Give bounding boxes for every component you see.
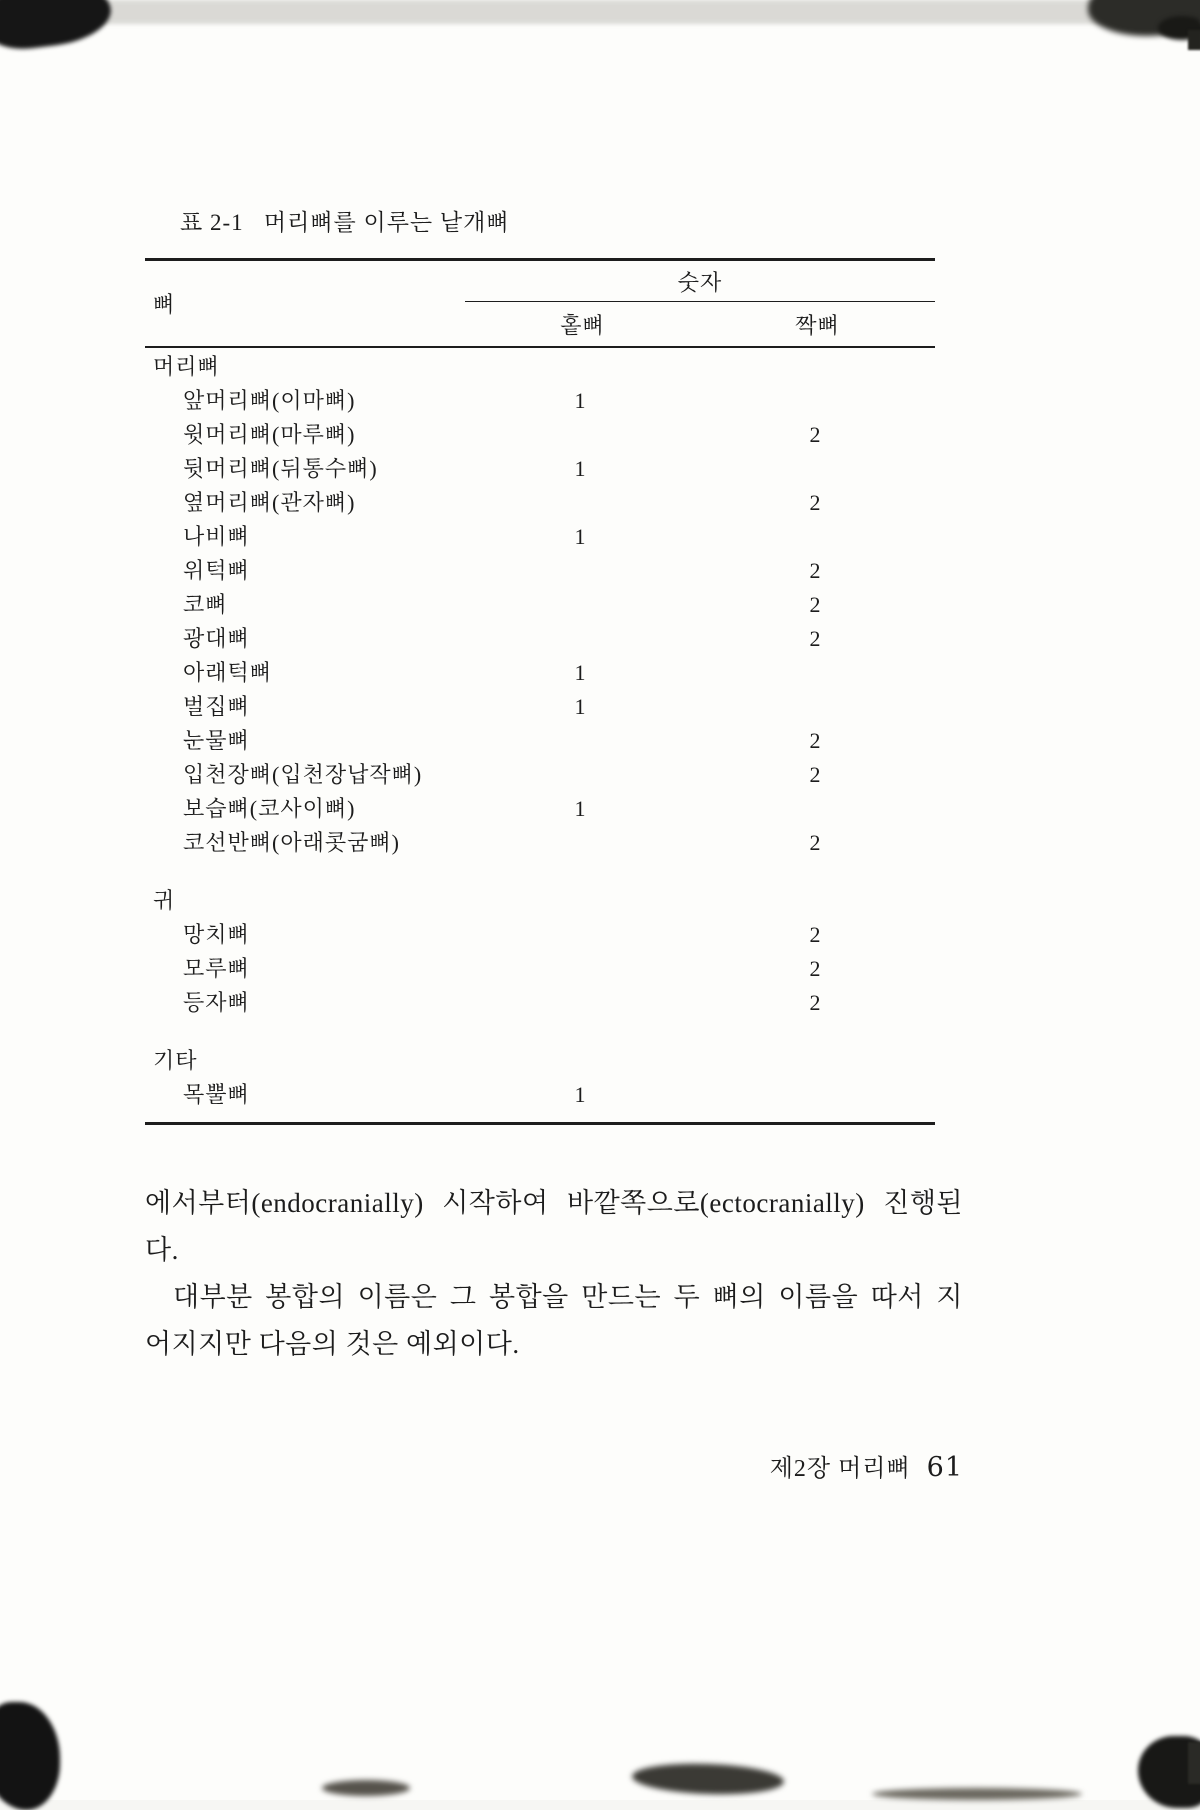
header-single-column: 홑뼈 [560, 313, 605, 338]
bone-name: 벌집뼈 [183, 694, 250, 719]
paired-count: 2 [809, 490, 821, 515]
single-count: 1 [574, 524, 586, 549]
paired-count: 2 [809, 626, 821, 651]
table-header [145, 261, 935, 348]
paired-count [695, 520, 935, 554]
paired-count: 2 [809, 990, 821, 1015]
table-row [145, 418, 935, 452]
scan-artifact-bottom-streak [872, 1788, 1082, 1800]
table-row [145, 520, 935, 554]
paired-count: 2 [809, 558, 821, 583]
table-section-header-row [145, 1044, 935, 1078]
scan-artifact-top-right-2 [1158, 16, 1200, 40]
table-row [145, 588, 935, 622]
footer-page-number: 61 [926, 1452, 963, 1483]
page-footer [145, 1448, 963, 1483]
paired-count [695, 384, 935, 418]
table-row [145, 384, 935, 418]
table-row [145, 826, 935, 860]
table-row [145, 724, 935, 758]
bone-name: 모루뼈 [183, 956, 250, 981]
table-row [145, 486, 935, 520]
bone-name: 아래턱뼈 [183, 660, 273, 685]
table-section-header-row [145, 350, 935, 384]
single-count: 1 [574, 660, 586, 685]
table-section [145, 350, 935, 860]
bone-name: 코뼈 [183, 592, 228, 617]
header-number-label: 숫자 [465, 261, 935, 302]
paired-count: 2 [809, 830, 821, 855]
paired-count: 2 [809, 762, 821, 787]
section-title: 머리뼈 [153, 354, 220, 379]
paired-count [695, 452, 935, 486]
single-count [465, 918, 695, 952]
scan-artifact-top-right [1088, 0, 1200, 36]
table-section [145, 1044, 935, 1112]
paired-count [695, 792, 935, 826]
scan-artifact-bottom-left [0, 1702, 60, 1810]
bone-name: 앞머리뼈(이마뼈) [183, 388, 356, 413]
single-count [465, 588, 695, 622]
table-row [145, 554, 935, 588]
paired-count: 2 [809, 728, 821, 753]
paired-count: 2 [809, 592, 821, 617]
scan-artifact-top-left [0, 0, 114, 53]
single-count [465, 758, 695, 792]
table-row [145, 1078, 935, 1112]
body-line-1: 에서부터(endocranially) 시작하여 바깥쪽으로(ectocranially) 진행된다. [145, 1188, 963, 1265]
header-number-subcolumns [465, 302, 935, 346]
bone-name: 뒷머리뼈(뒤통수뼈) [183, 456, 378, 481]
table-row [145, 792, 935, 826]
paired-count [695, 884, 935, 918]
bone-name: 옆머리뼈(관자뼈) [183, 490, 356, 515]
paired-count: 2 [809, 422, 821, 447]
table-row [145, 952, 935, 986]
single-count [465, 554, 695, 588]
single-count: 1 [574, 456, 586, 481]
table-section [145, 884, 935, 1020]
single-count [465, 1044, 695, 1078]
body-line-3: 어지지만 다음의 것은 예외이다. [145, 1329, 520, 1359]
single-count [465, 884, 695, 918]
paired-count [695, 690, 935, 724]
single-count: 1 [574, 796, 586, 821]
scan-artifact-top-band [0, 0, 1200, 24]
section-title: 귀 [153, 888, 176, 913]
table-body [145, 348, 935, 1112]
single-count [465, 622, 695, 656]
footer-chapter-title: 제2장 머리뼈 [769, 1456, 911, 1482]
bone-name: 위턱뼈 [183, 558, 250, 583]
paired-count [695, 1044, 935, 1078]
bone-name: 보습뼈(코사이뼈) [183, 796, 356, 821]
table-row [145, 622, 935, 656]
single-count: 1 [574, 1082, 586, 1107]
body-line-2: 대부분 봉합의 이름은 그 봉합을 만드는 두 뼈의 이름을 따서 지 [173, 1282, 963, 1312]
scan-artifact-bottom-right [1138, 1736, 1200, 1808]
table-caption: 표 2-1 머리뼈를 이루는 낱개뼈 [180, 210, 510, 235]
single-count [465, 724, 695, 758]
scan-artifact-right-edge [1188, 30, 1200, 50]
paired-count [695, 656, 935, 690]
table-row [145, 656, 935, 690]
table-row [145, 452, 935, 486]
table-row [145, 690, 935, 724]
single-count: 1 [574, 388, 586, 413]
single-count: 1 [574, 694, 586, 719]
single-count [465, 826, 695, 860]
bone-name: 입천장뼈(입천장납작뼈) [183, 762, 423, 787]
bone-name: 광대뼈 [183, 626, 250, 651]
bone-name: 등자뼈 [183, 990, 250, 1015]
paired-count: 2 [809, 956, 821, 981]
bones-table [145, 258, 935, 1125]
section-title: 기타 [153, 1048, 198, 1073]
table-row [145, 918, 935, 952]
table-section-header-row [145, 884, 935, 918]
table-row [145, 986, 935, 1020]
bone-name: 코선반뼈(아래콧굼뼈) [183, 830, 400, 855]
paired-count: 2 [809, 922, 821, 947]
scan-artifact-bottom-left-smudge [322, 1780, 410, 1796]
single-count [465, 350, 695, 384]
bone-name: 눈물뼈 [183, 728, 250, 753]
paired-count [695, 1078, 935, 1112]
single-count [465, 952, 695, 986]
scan-artifact-bottom-right-edge [1188, 1742, 1200, 1784]
body-text [145, 1180, 963, 1368]
bone-name: 망치뼈 [183, 922, 250, 947]
single-count [465, 418, 695, 452]
bone-name: 나비뼈 [183, 524, 250, 549]
table-row [145, 758, 935, 792]
header-number-group [465, 261, 935, 346]
header-paired-column: 짝뼈 [795, 313, 840, 338]
paired-count [695, 350, 935, 384]
single-count [465, 986, 695, 1020]
single-count [465, 486, 695, 520]
bone-name: 윗머리뼈(마루뼈) [183, 422, 356, 447]
scan-artifact-bottom-center [632, 1761, 785, 1796]
bone-name: 목뿔뼈 [183, 1082, 250, 1107]
header-bone-column: 뼈 [153, 292, 176, 317]
